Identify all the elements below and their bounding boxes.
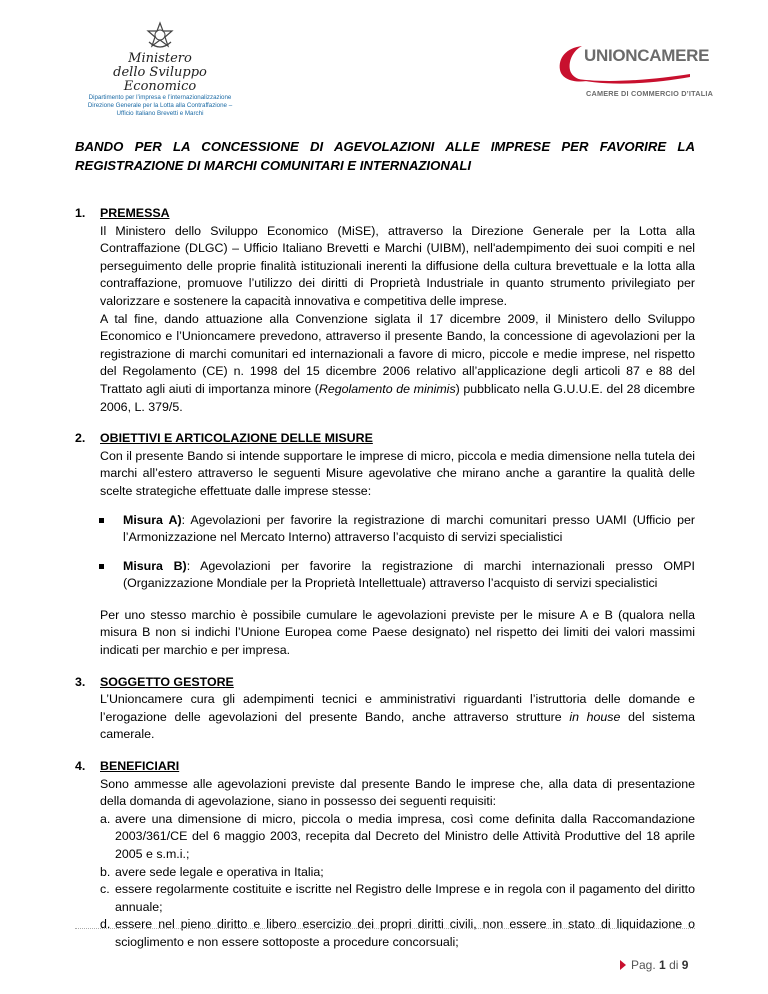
footer-divider (75, 928, 695, 929)
unioncamere-logo (552, 40, 714, 110)
paragraph: Per uno stesso marchio è possibile cumulare le agevolazioni previste per le misure A e B (qualora nella misura B non si indichi l’Unione Europea come Paese designato) nel rispetto dei limiti dei valori massimi indicati per marchio e per impresa. (100, 607, 695, 658)
title-line-2: REGISTRAZIONE DI MARCHI COMUNITARI E INTERNAZIONALI (75, 158, 472, 173)
list-text: avere sede legale e operativa in Italia; (115, 864, 324, 879)
list-letter: c. (100, 882, 110, 897)
total-pages: 9 (681, 958, 689, 972)
list-letter: d. (100, 917, 111, 932)
ministry-direction: Direzione Generale per la Lotta alla Contraffazione – (87, 102, 233, 109)
bullet-square-icon (99, 518, 104, 523)
list-letter: b. (100, 864, 111, 879)
list-text: avere una dimensione di micro, piccola o media impresa, così come definita dalla Raccomandazione 2003/361/CE del 6 maggio 2003, recepita dal Decreto del Ministro delle Attività Produttive del 18 aprile 2005 e s.m.i.; (115, 811, 695, 861)
list-text: essere nel pieno diritto e libero esercizio dei propri diritti civili, non essere in stato di liquidazione o scioglimento e non essere sottoposte a procedure concorsuali; (115, 917, 695, 949)
list-item (100, 811, 695, 864)
paragraph (100, 691, 695, 744)
document-title (75, 137, 695, 175)
section-beneficiari (75, 758, 695, 952)
page-label: Pag. (631, 958, 656, 972)
section-obiettivi (75, 430, 695, 660)
ministry-office: Ufficio Italiano Brevetti e Marchi (116, 110, 204, 117)
document-body (75, 205, 695, 966)
page-arrow-icon (620, 960, 626, 970)
italic-term: in house (569, 709, 621, 724)
page-number (620, 958, 688, 972)
ministry-department: Dipartimento per l’impresa e l’internazionalizzazione (88, 94, 232, 101)
section-soggetto-gestore (75, 674, 695, 744)
text-run: L’Unioncamere cura gli adempimenti tecnici e amministrativi riguardanti l’istruttoria delle domande e l’erogazione delle agevolazioni del presente Bando, anche attraverso strutture (100, 692, 695, 724)
section-heading: PREMESSA (100, 206, 170, 220)
section-heading: OBIETTIVI E ARTICOLAZIONE DELLE MISURE (100, 431, 373, 446)
page-separator: di (669, 958, 679, 972)
measure-text: : Agevolazioni per favorire la registrazione di marchi comunitari presso UAMI (Ufficio per l’Armonizzazione nel Mercato Interno) attraverso l’acquisto di servizi specialistici (123, 512, 696, 545)
measure-text: : Agevolazioni per favorire la registrazione di marchi internazionali presso OMPI (Organizzazione Mondiale per la Proprietà Intellettuale) attraverso l’acquisto di servizi specialistici (123, 558, 695, 591)
measure-label: Misura B) (123, 558, 187, 573)
list-item (100, 881, 695, 916)
section-number: 2. (75, 431, 86, 446)
bullet-square-icon (99, 564, 104, 569)
italic-term: Regolamento de minimis (318, 381, 456, 396)
list-item-misura-a (123, 512, 695, 547)
list-item (100, 916, 695, 951)
list-text: essere regolarmente costituite e iscritte nel Registro delle Imprese e in regola con il pagamento del diritto annuale; (115, 882, 695, 914)
text-run: ) pubblicato nella G.U.U.E. del 28 dicembre 2006, L. 379/5. (100, 381, 696, 414)
section-number: 1. (75, 206, 86, 220)
ministry-name-line2: dello Sviluppo Economico (113, 65, 207, 94)
current-page: 1 (659, 958, 666, 972)
text-run: A tal fine, dando attuazione alla Convenzione siglata il 17 dicembre 2009, il Ministero dello Sviluppo Economico e l’Unioncamere prevedono, attraverso il presente Bando, la concessione di agevolazioni per la registrazione di marchi comunitari ed internazionali a favore di micro, piccole e medie imprese, nel rispetto del Regolamento (CE) n. 1998 del 15 dicembre 2006 relativo all’applicazione degli articoli 87 e 88 del Trattato agli aiuti di importanza minore ( (100, 311, 695, 396)
section-heading: SOGGETTO GESTORE (100, 674, 234, 689)
list-item-misura-b (123, 558, 695, 593)
paragraph: Il Ministero dello Sviluppo Economico (MiSE), attraverso la Direzione Generale per la Lotta alla Contraffazione (DLGC) – Ufficio Italiano Brevetti e Marchi (UIBM), nell'adempimento dei suoi compiti e nel perseguimento delle proprie finalità istituzionali inerenti la diffusione della cultura brevettuale e la lotta alla contraffazione, promuove l’utilizzo dei diritti di Proprietà Industriale in quanto strumento privilegiato per valorizzare e sostenere la capacità innovativa e competitiva delle imprese. (100, 223, 695, 308)
title-line-1: BANDO PER LA CONCESSIONE DI AGEVOLAZIONI ALLE IMPRESE PER FAVORIRE LA (75, 139, 695, 154)
italian-emblem-icon (145, 20, 175, 52)
ministry-logo (75, 20, 245, 118)
section-number: 3. (75, 674, 86, 689)
unioncamere-name: UNIONCAMERE (584, 46, 710, 65)
section-number: 4. (75, 759, 86, 774)
requirements-list (100, 811, 695, 952)
section-premessa (75, 205, 695, 416)
list-letter: a. (100, 811, 111, 826)
ministry-name-line1: Ministero (128, 51, 192, 66)
unioncamere-subtitle: CAMERE DI COMMERCIO D’ITALIA (586, 89, 714, 98)
paragraph: Sono ammesse alle agevolazioni previste dal presente Bando le imprese che, alla data di presentazione della domanda di agevolazione, siano in possesso dei seguenti requisiti: (100, 776, 695, 809)
paragraph: Con il presente Bando si intende supportare le imprese di micro, piccola e media dimensione nella tutela dei marchi all’estero attraverso le seguenti Misure agevolative che mirano anche a garantire la qualità delle scelte strategiche effettuate dalle imprese stesse: (100, 448, 695, 498)
measure-label: Misura A) (123, 512, 182, 527)
list-item (100, 864, 695, 882)
text-run: del sistema camerale. (100, 709, 695, 742)
paragraph (100, 311, 695, 417)
section-heading: BENEFICIARI (100, 759, 180, 774)
